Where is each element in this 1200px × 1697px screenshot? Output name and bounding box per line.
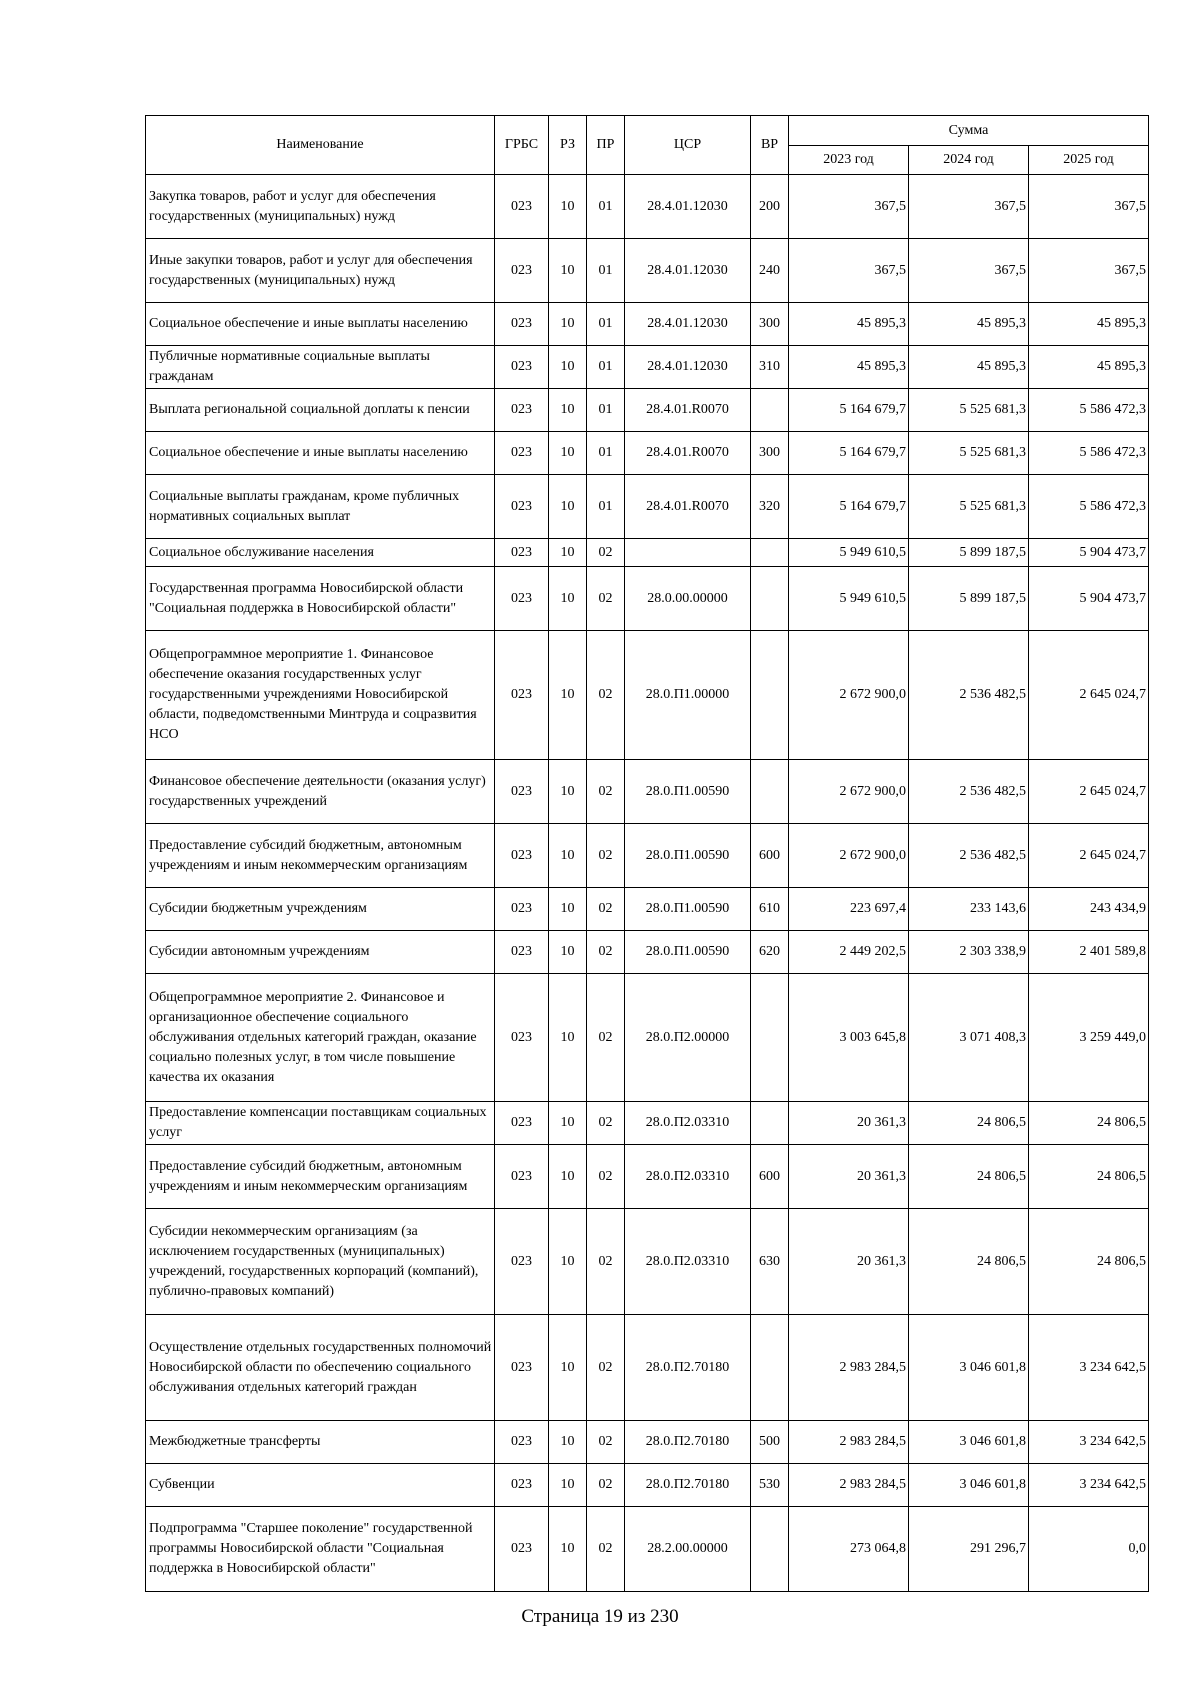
cell-name: Общепрограммное мероприятие 1. Финансовое обеспечение оказания государственных услуг государственными учреждениями Новосибирской области, подведомственными Минтруда и соцразвития НСО — [146, 631, 495, 760]
cell-sum-2024: 291 296,7 — [909, 1507, 1029, 1592]
cell-rz: 10 — [549, 931, 587, 974]
cell-sum-2024: 3 071 408,3 — [909, 974, 1029, 1102]
header-csr: ЦСР — [625, 116, 751, 175]
cell-sum-2023: 5 949 610,5 — [789, 567, 909, 631]
table-row — [146, 175, 1149, 239]
cell-sum-2023: 2 983 284,5 — [789, 1464, 909, 1507]
cell-rz: 10 — [549, 1209, 587, 1315]
cell-rz: 10 — [549, 389, 587, 432]
cell-grbs: 023 — [495, 239, 549, 303]
cell-grbs: 023 — [495, 1209, 549, 1315]
cell-csr: 28.0.П1.00000 — [625, 631, 751, 760]
table-row — [146, 974, 1149, 1102]
cell-rz: 10 — [549, 1315, 587, 1421]
cell-grbs: 023 — [495, 303, 549, 346]
cell-rz: 10 — [549, 1507, 587, 1592]
cell-rz: 10 — [549, 346, 587, 389]
cell-pr: 02 — [587, 1315, 625, 1421]
cell-sum-2025: 367,5 — [1029, 239, 1149, 303]
cell-sum-2023: 5 164 679,7 — [789, 475, 909, 539]
cell-pr: 02 — [587, 539, 625, 567]
cell-csr: 28.4.01.R0070 — [625, 389, 751, 432]
cell-name: Социальные выплаты гражданам, кроме публичных нормативных социальных выплат — [146, 475, 495, 539]
cell-grbs: 023 — [495, 475, 549, 539]
cell-sum-2023: 45 895,3 — [789, 346, 909, 389]
cell-pr: 02 — [587, 631, 625, 760]
cell-csr: 28.0.П2.03310 — [625, 1145, 751, 1209]
cell-grbs: 023 — [495, 931, 549, 974]
table-row — [146, 931, 1149, 974]
cell-sum-2024: 24 806,5 — [909, 1102, 1029, 1145]
header-grbs: ГРБС — [495, 116, 549, 175]
cell-sum-2023: 3 003 645,8 — [789, 974, 909, 1102]
cell-name: Предоставление компенсации поставщикам социальных услуг — [146, 1102, 495, 1145]
cell-sum-2025: 5 586 472,3 — [1029, 432, 1149, 475]
cell-rz: 10 — [549, 1145, 587, 1209]
header-name: Наименование — [146, 116, 495, 175]
cell-sum-2025: 5 586 472,3 — [1029, 389, 1149, 432]
cell-sum-2025: 2 645 024,7 — [1029, 824, 1149, 888]
cell-vr: 610 — [751, 888, 789, 931]
cell-sum-2025: 24 806,5 — [1029, 1209, 1149, 1315]
cell-csr: 28.0.П1.00590 — [625, 888, 751, 931]
cell-sum-2023: 2 983 284,5 — [789, 1315, 909, 1421]
cell-pr: 02 — [587, 1421, 625, 1464]
cell-rz: 10 — [549, 888, 587, 931]
cell-sum-2024: 2 303 338,9 — [909, 931, 1029, 974]
cell-sum-2025: 2 645 024,7 — [1029, 631, 1149, 760]
cell-pr: 01 — [587, 239, 625, 303]
cell-name: Предоставление субсидий бюджетным, автономным учреждениям и иным некоммерческим организациям — [146, 824, 495, 888]
cell-name: Субсидии бюджетным учреждениям — [146, 888, 495, 931]
cell-sum-2025: 367,5 — [1029, 175, 1149, 239]
cell-grbs: 023 — [495, 432, 549, 475]
cell-grbs: 023 — [495, 631, 549, 760]
cell-grbs: 023 — [495, 1421, 549, 1464]
cell-rz: 10 — [549, 539, 587, 567]
cell-name: Иные закупки товаров, работ и услуг для обеспечения государственных (муниципальных) нужд — [146, 239, 495, 303]
cell-grbs: 023 — [495, 1145, 549, 1209]
cell-sum-2024: 5 899 187,5 — [909, 567, 1029, 631]
cell-sum-2025: 24 806,5 — [1029, 1145, 1149, 1209]
cell-sum-2023: 367,5 — [789, 239, 909, 303]
cell-sum-2025: 45 895,3 — [1029, 303, 1149, 346]
cell-rz: 10 — [549, 1421, 587, 1464]
cell-csr: 28.4.01.12030 — [625, 303, 751, 346]
cell-vr — [751, 1507, 789, 1592]
cell-csr: 28.0.П2.03310 — [625, 1209, 751, 1315]
cell-grbs: 023 — [495, 389, 549, 432]
cell-csr: 28.0.П2.03310 — [625, 1102, 751, 1145]
table-row — [146, 303, 1149, 346]
cell-pr: 02 — [587, 888, 625, 931]
header-rz: РЗ — [549, 116, 587, 175]
cell-name: Подпрограмма "Старшее поколение" государственной программы Новосибирской области "Социальная поддержка в Новосибирской области" — [146, 1507, 495, 1592]
table-row — [146, 824, 1149, 888]
cell-sum-2023: 5 164 679,7 — [789, 432, 909, 475]
cell-pr: 02 — [587, 974, 625, 1102]
cell-vr: 630 — [751, 1209, 789, 1315]
cell-sum-2023: 5 949 610,5 — [789, 539, 909, 567]
table-row — [146, 1421, 1149, 1464]
cell-sum-2024: 24 806,5 — [909, 1145, 1029, 1209]
cell-sum-2023: 273 064,8 — [789, 1507, 909, 1592]
cell-vr: 600 — [751, 824, 789, 888]
cell-csr: 28.0.П2.70180 — [625, 1464, 751, 1507]
cell-sum-2024: 45 895,3 — [909, 303, 1029, 346]
header-year-2025: 2025 год — [1029, 146, 1149, 175]
cell-sum-2025: 3 234 642,5 — [1029, 1315, 1149, 1421]
cell-vr — [751, 631, 789, 760]
cell-pr: 01 — [587, 389, 625, 432]
table-row — [146, 389, 1149, 432]
cell-pr: 01 — [587, 303, 625, 346]
cell-sum-2025: 3 234 642,5 — [1029, 1421, 1149, 1464]
cell-vr: 300 — [751, 303, 789, 346]
cell-vr: 620 — [751, 931, 789, 974]
table-row — [146, 888, 1149, 931]
cell-csr: 28.4.01.R0070 — [625, 475, 751, 539]
cell-vr: 530 — [751, 1464, 789, 1507]
cell-sum-2023: 2 672 900,0 — [789, 760, 909, 824]
cell-pr: 02 — [587, 931, 625, 974]
cell-pr: 01 — [587, 175, 625, 239]
cell-name: Субсидии автономным учреждениям — [146, 931, 495, 974]
cell-name: Социальное обеспечение и иные выплаты населению — [146, 303, 495, 346]
cell-grbs: 023 — [495, 760, 549, 824]
cell-sum-2024: 3 046 601,8 — [909, 1421, 1029, 1464]
cell-name: Социальное обслуживание населения — [146, 539, 495, 567]
cell-rz: 10 — [549, 567, 587, 631]
cell-name: Субвенции — [146, 1464, 495, 1507]
cell-sum-2025: 3 259 449,0 — [1029, 974, 1149, 1102]
cell-rz: 10 — [549, 475, 587, 539]
cell-vr: 500 — [751, 1421, 789, 1464]
cell-sum-2023: 20 361,3 — [789, 1209, 909, 1315]
table-row — [146, 1209, 1149, 1315]
table-row — [146, 567, 1149, 631]
cell-vr — [751, 1315, 789, 1421]
cell-sum-2025: 3 234 642,5 — [1029, 1464, 1149, 1507]
cell-sum-2023: 5 164 679,7 — [789, 389, 909, 432]
cell-sum-2023: 45 895,3 — [789, 303, 909, 346]
cell-vr — [751, 1102, 789, 1145]
cell-csr: 28.0.00.00000 — [625, 567, 751, 631]
cell-pr: 02 — [587, 1102, 625, 1145]
cell-sum-2024: 2 536 482,5 — [909, 760, 1029, 824]
cell-vr — [751, 974, 789, 1102]
cell-pr: 02 — [587, 567, 625, 631]
cell-sum-2024: 45 895,3 — [909, 346, 1029, 389]
cell-sum-2023: 367,5 — [789, 175, 909, 239]
cell-name: Предоставление субсидий бюджетным, автономным учреждениям и иным некоммерческим организациям — [146, 1145, 495, 1209]
cell-csr: 28.4.01.12030 — [625, 175, 751, 239]
cell-sum-2024: 5 525 681,3 — [909, 389, 1029, 432]
cell-csr: 28.0.П2.70180 — [625, 1421, 751, 1464]
cell-grbs: 023 — [495, 1507, 549, 1592]
cell-sum-2024: 5 899 187,5 — [909, 539, 1029, 567]
cell-sum-2025: 2 645 024,7 — [1029, 760, 1149, 824]
cell-rz: 10 — [549, 432, 587, 475]
cell-pr: 02 — [587, 1507, 625, 1592]
cell-sum-2025: 5 586 472,3 — [1029, 475, 1149, 539]
cell-name: Межбюджетные трансферты — [146, 1421, 495, 1464]
cell-sum-2025: 0,0 — [1029, 1507, 1149, 1592]
cell-name: Осуществление отдельных государственных полномочий Новосибирской области по обеспечению социального обслуживания отдельных категорий граждан — [146, 1315, 495, 1421]
cell-sum-2024: 24 806,5 — [909, 1209, 1029, 1315]
table-row — [146, 631, 1149, 760]
table-row — [146, 760, 1149, 824]
header-year-2024: 2024 год — [909, 146, 1029, 175]
cell-sum-2024: 5 525 681,3 — [909, 432, 1029, 475]
table-row — [146, 1507, 1149, 1592]
cell-csr: 28.0.П1.00590 — [625, 760, 751, 824]
table-body — [146, 175, 1149, 1592]
cell-vr — [751, 760, 789, 824]
cell-rz: 10 — [549, 824, 587, 888]
cell-csr: 28.0.П2.70180 — [625, 1315, 751, 1421]
cell-name: Выплата региональной социальной доплаты к пенсии — [146, 389, 495, 432]
cell-vr: 200 — [751, 175, 789, 239]
table-row — [146, 475, 1149, 539]
cell-rz: 10 — [549, 303, 587, 346]
cell-vr: 600 — [751, 1145, 789, 1209]
cell-name: Общепрограммное мероприятие 2. Финансовое и организационное обеспечение социального обслуживания отдельных категорий граждан, оказание социально полезных услуг, в том числе повышение качества их оказания — [146, 974, 495, 1102]
budget-table — [145, 115, 1149, 1592]
cell-sum-2023: 2 983 284,5 — [789, 1421, 909, 1464]
cell-vr — [751, 389, 789, 432]
cell-grbs: 023 — [495, 974, 549, 1102]
cell-vr: 310 — [751, 346, 789, 389]
cell-sum-2024: 3 046 601,8 — [909, 1315, 1029, 1421]
cell-vr: 300 — [751, 432, 789, 475]
cell-csr: 28.0.П1.00590 — [625, 931, 751, 974]
cell-sum-2025: 24 806,5 — [1029, 1102, 1149, 1145]
cell-rz: 10 — [549, 974, 587, 1102]
cell-pr: 01 — [587, 346, 625, 389]
cell-sum-2024: 5 525 681,3 — [909, 475, 1029, 539]
cell-sum-2023: 20 361,3 — [789, 1145, 909, 1209]
table-row — [146, 1145, 1149, 1209]
cell-name: Социальное обеспечение и иные выплаты населению — [146, 432, 495, 475]
cell-sum-2023: 2 672 900,0 — [789, 824, 909, 888]
cell-sum-2023: 2 672 900,0 — [789, 631, 909, 760]
cell-name: Государственная программа Новосибирской области "Социальная поддержка в Новосибирской области" — [146, 567, 495, 631]
header-pr: ПР — [587, 116, 625, 175]
page-number: Страница 19 из 230 — [521, 1606, 679, 1627]
cell-vr — [751, 539, 789, 567]
cell-sum-2024: 2 536 482,5 — [909, 631, 1029, 760]
cell-pr: 02 — [587, 1145, 625, 1209]
cell-csr: 28.4.01.R0070 — [625, 432, 751, 475]
cell-csr: 28.2.00.00000 — [625, 1507, 751, 1592]
header-vr: ВР — [751, 116, 789, 175]
cell-rz: 10 — [549, 760, 587, 824]
cell-grbs: 023 — [495, 567, 549, 631]
table-row — [146, 1315, 1149, 1421]
cell-grbs: 023 — [495, 888, 549, 931]
cell-sum-2023: 20 361,3 — [789, 1102, 909, 1145]
cell-csr: 28.4.01.12030 — [625, 346, 751, 389]
cell-sum-2024: 3 046 601,8 — [909, 1464, 1029, 1507]
cell-vr — [751, 567, 789, 631]
cell-rz: 10 — [549, 1464, 587, 1507]
cell-rz: 10 — [549, 1102, 587, 1145]
cell-rz: 10 — [549, 239, 587, 303]
cell-pr: 02 — [587, 1464, 625, 1507]
cell-sum-2024: 367,5 — [909, 239, 1029, 303]
cell-sum-2024: 367,5 — [909, 175, 1029, 239]
cell-sum-2025: 243 434,9 — [1029, 888, 1149, 931]
cell-name: Финансовое обеспечение деятельности (оказания услуг) государственных учреждений — [146, 760, 495, 824]
cell-vr: 320 — [751, 475, 789, 539]
cell-sum-2025: 45 895,3 — [1029, 346, 1149, 389]
cell-grbs: 023 — [495, 1102, 549, 1145]
cell-pr: 02 — [587, 760, 625, 824]
cell-pr: 01 — [587, 432, 625, 475]
cell-sum-2025: 5 904 473,7 — [1029, 567, 1149, 631]
cell-pr: 01 — [587, 475, 625, 539]
cell-rz: 10 — [549, 631, 587, 760]
table-row — [146, 346, 1149, 389]
table-row — [146, 1102, 1149, 1145]
cell-csr: 28.0.П2.00000 — [625, 974, 751, 1102]
cell-sum-2025: 5 904 473,7 — [1029, 539, 1149, 567]
cell-grbs: 023 — [495, 539, 549, 567]
cell-sum-2025: 2 401 589,8 — [1029, 931, 1149, 974]
cell-csr — [625, 539, 751, 567]
cell-name: Субсидии некоммерческим организациям (за исключением государственных (муниципальных) учреждений, государственных корпораций (компаний), публично-правовых компаний) — [146, 1209, 495, 1315]
cell-sum-2023: 2 449 202,5 — [789, 931, 909, 974]
header-year-2023: 2023 год — [789, 146, 909, 175]
cell-vr: 240 — [751, 239, 789, 303]
cell-name: Публичные нормативные социальные выплаты гражданам — [146, 346, 495, 389]
cell-rz: 10 — [549, 175, 587, 239]
cell-name: Закупка товаров, работ и услуг для обеспечения государственных (муниципальных) нужд — [146, 175, 495, 239]
table-row — [146, 1464, 1149, 1507]
cell-grbs: 023 — [495, 1464, 549, 1507]
cell-pr: 02 — [587, 824, 625, 888]
cell-pr: 02 — [587, 1209, 625, 1315]
cell-sum-2023: 223 697,4 — [789, 888, 909, 931]
cell-sum-2024: 2 536 482,5 — [909, 824, 1029, 888]
cell-grbs: 023 — [495, 824, 549, 888]
header-sum: Сумма — [789, 116, 1149, 146]
table-row — [146, 539, 1149, 567]
cell-grbs: 023 — [495, 175, 549, 239]
cell-csr: 28.4.01.12030 — [625, 239, 751, 303]
table-row — [146, 239, 1149, 303]
table-row — [146, 432, 1149, 475]
cell-grbs: 023 — [495, 1315, 549, 1421]
cell-sum-2024: 233 143,6 — [909, 888, 1029, 931]
cell-grbs: 023 — [495, 346, 549, 389]
cell-csr: 28.0.П1.00590 — [625, 824, 751, 888]
